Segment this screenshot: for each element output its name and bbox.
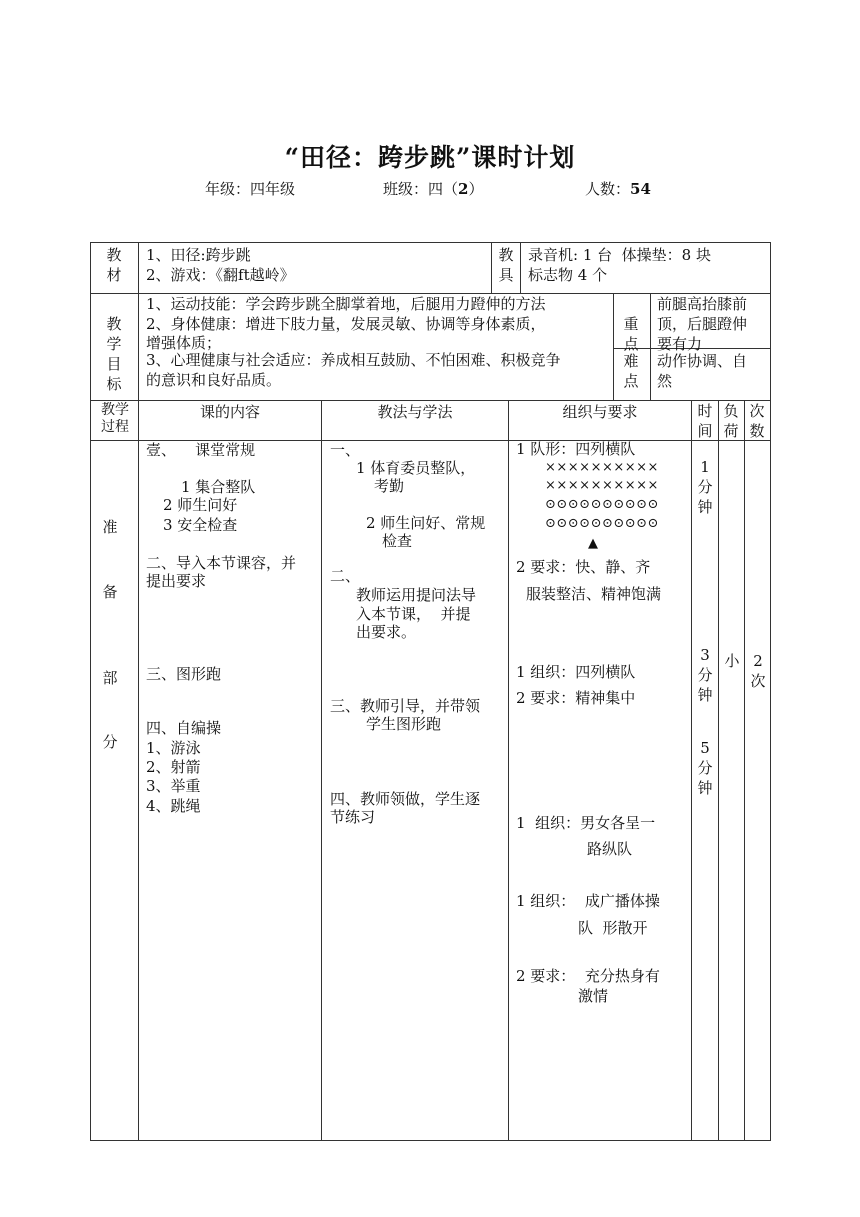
class-info [383,178,483,199]
method-4: 四、教师领做，学生逐 [330,790,481,808]
class-prefix: 班级：四（ [383,180,459,198]
header-content: 课的内容 [199,403,260,421]
method-4b: 节练习 [330,808,376,826]
header-load: 负 荷 [723,402,739,440]
content-item-3: 三、图形跑 [146,665,222,683]
key-point-label: 重 点 [623,315,639,353]
method-3: 三、教师引导，并带领 [330,697,481,715]
org-2-req: 2 要求：精神集中 [516,689,636,707]
content-item-1: 壹、 课堂常规 [146,441,256,459]
org-req-1b: 服装整洁、精神饱满 [526,585,662,603]
materials-line-1: 1、田径:跨步跳 [146,246,251,264]
org-4b: 队 形散开 [578,919,648,937]
class-suffix: ） [468,180,484,198]
header-reps: 次 数 [749,402,765,440]
materials-label: 教 材 [106,246,122,284]
formation-row-2: ×××××××××× [545,478,659,493]
content-item-4b: 2、射箭 [146,758,201,776]
method-1b: 考勤 [374,477,405,495]
formation-row-1: ×××××××××× [545,460,659,475]
method-2b: 入本节课， 并提 [356,605,471,623]
method-1a: 1 体育委员整队， [356,459,476,477]
count-value: 54 [630,180,651,198]
content-item-1c: 3 安全检查 [163,516,238,534]
goal-line-3: 增强体质； [146,334,222,352]
section-reps-cell [744,440,771,1141]
goal-line-2: 2、身体健康：增进下肢力量，发展灵敏、协调等身体素质， [146,315,546,333]
header-process: 教学 过程 [101,402,129,435]
time-3: 5 分 钟 [697,739,713,797]
method-1d: 检查 [382,532,413,550]
formation-row-4: ⊙⊙⊙⊙⊙⊙⊙⊙⊙⊙ [545,516,659,531]
materials-line-2: 2、游戏：《翻ft越岭》 [146,266,295,284]
goal-line-4: 3、心理健康与社会适应：养成相互鼓励、不怕困难、积极竞争 [146,351,561,369]
method-2: 二、 [330,567,361,585]
load-value: 小 [724,652,740,670]
goal-line-5: 的意识和良好品质。 [146,371,282,389]
goals-label: 教 学 目 标 [106,315,122,393]
org-5: 2 要求： 充分热身有 [516,967,660,985]
grade-info: 年级：四年级 [205,180,296,198]
org-3b: 路纵队 [587,840,633,858]
formation-row-3: ⊙⊙⊙⊙⊙⊙⊙⊙⊙⊙ [545,497,659,512]
org-formation: 1 队形：四列横队 [516,440,636,458]
content-item-4d: 4、跳绳 [146,797,201,815]
content-item-1b: 2 师生问好 [163,496,238,514]
content-item-1a: 1 集合整队 [181,478,256,496]
content-item-4a: 1、游泳 [146,739,201,757]
teacher-triangle-icon: ▲ [588,536,598,551]
method-1c: 2 师生问好、常规 [366,514,486,532]
section-load-cell [718,440,745,1141]
header-org: 组织与要求 [562,403,638,421]
time-2: 3 分 钟 [697,646,713,704]
org-req-1: 2 要求：快、静、齐 [516,558,651,576]
content-item-4: 四、自编操 [146,719,222,737]
content-item-4c: 3、举重 [146,777,201,795]
time-1: 1 分 钟 [697,458,713,516]
equipment-label: 教 具 [498,246,514,284]
header-time: 时 间 [697,402,713,440]
org-2: 1 组织：四列横队 [516,663,636,681]
page-title: “田径：跨步跳”课时计划 [284,143,576,172]
method-3b: 学生图形跑 [366,715,442,733]
section-label: 准 备 部 分 [102,518,118,751]
class-number: 2 [458,180,469,198]
difficulty-label: 难 点 [623,352,639,390]
equipment-line-1: 录音机: 1 台 体操垫：8 块 [528,246,711,264]
key-point-text: 前腿高抬膝前 顶，后腿蹬伸 要有力 [657,295,748,353]
org-4: 1 组织： 成广播体操 [516,892,660,910]
method-2a: 教师运用提问法导 [356,586,477,604]
org-5b: 激情 [578,987,609,1005]
method-1: 一、 [330,441,361,459]
section-org-cell [508,440,692,1141]
count-label: 人数： [585,180,631,198]
method-2c: 出要求。 [356,623,417,641]
content-item-2: 二、导入本节课容，并 [146,554,297,572]
reps-value: 2 次 [750,652,766,690]
org-3: 1 组织：男女各呈一 [516,814,656,832]
content-item-2b: 提出要求 [146,572,207,590]
student-count [585,178,651,199]
equipment-line-2: 标志物 4 个 [528,266,608,284]
difficulty-text: 动作协调、自 然 [657,352,748,390]
header-method: 教法与学法 [377,403,453,421]
goal-line-1: 1、运动技能：学会跨步跳全脚掌着地，后腿用力蹬伸的方法 [146,295,546,313]
